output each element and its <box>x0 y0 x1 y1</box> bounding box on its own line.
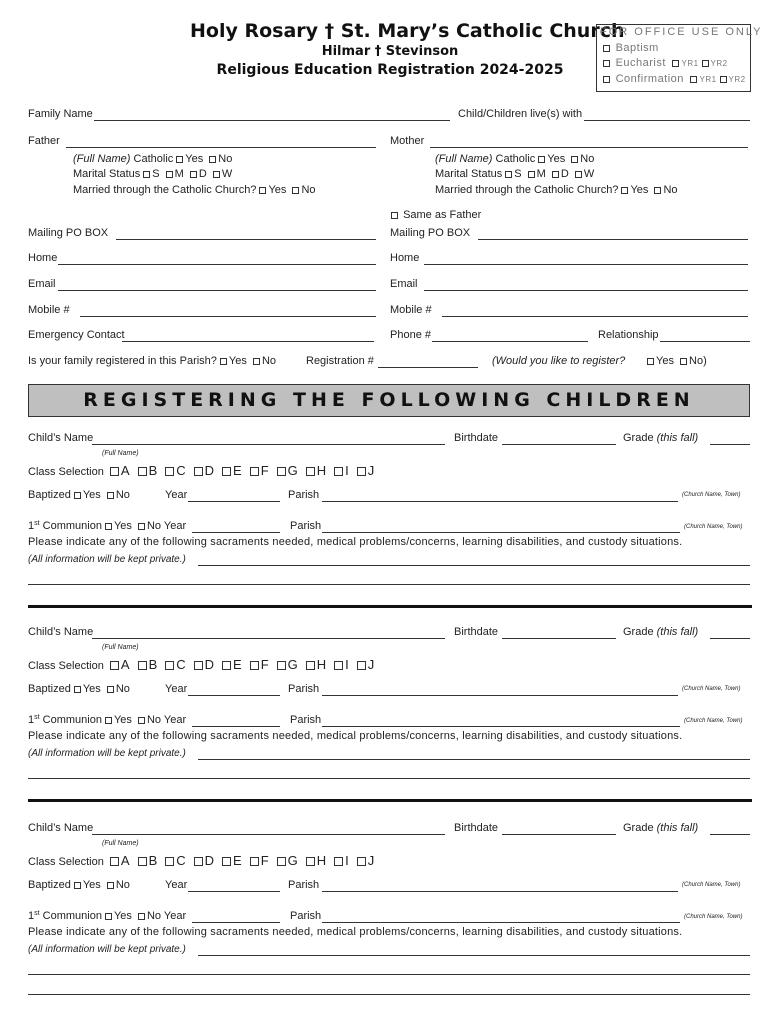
mother-marital-s: S <box>514 168 522 180</box>
father-home-field[interactable] <box>58 264 376 265</box>
child2-class-d-checkbox[interactable] <box>194 661 203 670</box>
father-catholic-no: No <box>218 153 233 165</box>
child1-class-f-checkbox[interactable] <box>250 467 259 476</box>
child2-name-field[interactable] <box>92 638 445 639</box>
child1-communion-church-hint: (Church Name, Town) <box>684 524 743 530</box>
child1-class-i: I <box>345 463 349 478</box>
child2-private-note: (All information will be kept private.) <box>28 748 186 759</box>
mother-marital-d: D <box>560 168 569 180</box>
child3-communion-num: 1 <box>28 910 35 922</box>
child1-grade-hint: (this fall) <box>656 432 699 444</box>
child3-communion-year-label: Year <box>163 910 187 922</box>
child2-communion-yes: Yes <box>113 714 132 726</box>
child1-communion-no: No <box>146 520 162 532</box>
registered-no-checkbox[interactable] <box>253 358 260 365</box>
mother-married-yes-checkbox[interactable] <box>621 187 628 194</box>
family-name-field[interactable] <box>94 120 450 121</box>
eucharist-yr1: YR1 <box>681 59 699 68</box>
mother-full-name-hint: (Full Name) <box>435 153 493 165</box>
child2-class-e-checkbox[interactable] <box>222 661 231 670</box>
child1-class-a: A <box>120 463 130 478</box>
office-use-box <box>596 24 763 92</box>
child1-baptism-church-hint: (Church Name, Town) <box>682 492 741 498</box>
child2-class-j-checkbox[interactable] <box>357 661 366 670</box>
mother-catholic-yes: Yes <box>547 153 566 165</box>
children-banner: REGISTERING THE FOLLOWING CHILDREN <box>28 384 750 417</box>
child1-class-selection-label: Class Selection <box>28 466 104 478</box>
child2-baptized-label: Baptized <box>28 683 71 695</box>
emergency-label: Emergency Contact <box>28 329 125 341</box>
child1-communion-year-field[interactable] <box>192 532 280 533</box>
registered-no: No <box>261 355 276 367</box>
child2-class-c: C <box>176 657 186 672</box>
child2-communion-parish-label: Parish <box>290 714 322 726</box>
child1-communion-parish-field[interactable] <box>322 532 680 533</box>
mother-mailing-label: Mailing PO BOX <box>390 227 471 239</box>
child2-class-g: G <box>287 657 298 672</box>
child1-communion-sup: st <box>34 520 40 527</box>
eucharist-yr1-checkbox[interactable] <box>672 60 679 67</box>
child1-class-d-checkbox[interactable] <box>194 467 203 476</box>
father-married-no: No <box>301 184 316 196</box>
child1-class-h: H <box>316 463 327 478</box>
child1-class-e-checkbox[interactable] <box>222 467 231 476</box>
child3-baptized-yes: Yes <box>82 879 101 891</box>
child2-baptized-yes-checkbox[interactable] <box>74 686 81 693</box>
child3-class-selection-label: Class Selection <box>28 856 104 868</box>
child-separator <box>28 799 752 802</box>
registered-yes: Yes <box>228 355 247 367</box>
child2-birthdate-field[interactable] <box>502 638 616 639</box>
child2-birthdate-label: Birthdate <box>454 626 499 638</box>
child3-birthdate-field[interactable] <box>502 834 616 835</box>
mother-catholic-no: No <box>580 153 595 165</box>
mother-catholic-no-checkbox[interactable] <box>571 156 578 163</box>
would-register-no: No) <box>689 355 707 367</box>
child3-class-e: E <box>233 853 242 868</box>
mother-catholic-yes-checkbox[interactable] <box>538 156 545 163</box>
child1-class-b: B <box>148 463 158 478</box>
child3-class-j-checkbox[interactable] <box>357 857 366 866</box>
child2-class-f: F <box>260 657 269 672</box>
child1-communion-no-checkbox[interactable] <box>138 523 145 530</box>
child1-class-g: G <box>287 463 298 478</box>
father-catholic-label: Catholic <box>133 153 174 165</box>
child2-communion-no-checkbox[interactable] <box>138 717 145 724</box>
child2-communion-num: 1 <box>28 714 35 726</box>
father-marital-d: D <box>198 168 207 180</box>
child3-please-indicate: Please indicate any of the following sacraments needed, medical problems/concerns, learning disabilities, and custody situations. <box>28 926 683 938</box>
child2-baptized-no-checkbox[interactable] <box>107 686 114 693</box>
child1-private-note: (All information will be kept private.) <box>28 554 186 565</box>
father-marital-m: M <box>174 168 184 180</box>
child1-baptism-parish-label: Parish <box>288 489 320 501</box>
child2-communion-sup: st <box>34 714 40 721</box>
child1-class-b-checkbox[interactable] <box>138 467 147 476</box>
child2-communion-church-hint: (Church Name, Town) <box>684 718 743 724</box>
child3-baptized-no-checkbox[interactable] <box>107 882 114 889</box>
confirmation-yr1: YR1 <box>699 75 717 84</box>
baptism-checkbox[interactable] <box>603 45 610 52</box>
mother-catholic-label: Catholic <box>495 153 536 165</box>
child1-name-field[interactable] <box>92 444 445 445</box>
confirmation-checkbox[interactable] <box>603 76 610 83</box>
child2-baptism-church-hint: (Church Name, Town) <box>682 686 741 692</box>
child2-class-e: E <box>233 657 242 672</box>
would-register-no-checkbox[interactable] <box>680 358 687 365</box>
child1-name-label: Child’s Name <box>28 432 94 444</box>
child1-baptized-label: Baptized <box>28 489 71 501</box>
child1-baptism-parish-field[interactable] <box>322 501 678 502</box>
child1-class-c-checkbox[interactable] <box>165 467 174 476</box>
child3-baptized-no: No <box>115 879 130 891</box>
child2-class-a: A <box>120 657 130 672</box>
father-married-yes: Yes <box>268 184 287 196</box>
child1-class-j-checkbox[interactable] <box>357 467 366 476</box>
child3-name-field[interactable] <box>92 834 445 835</box>
child2-communion-yes-checkbox[interactable] <box>105 717 112 724</box>
father-catholic-yes-checkbox[interactable] <box>176 156 183 163</box>
child3-class-d: D <box>204 853 215 868</box>
mother-married-yes: Yes <box>630 184 649 196</box>
child3-communion-parish-label: Parish <box>290 910 322 922</box>
child1-baptized-yes: Yes <box>82 489 101 501</box>
child2-baptized-no: No <box>115 683 130 695</box>
child3-communion-yes: Yes <box>113 910 132 922</box>
confirmation-yr2-checkbox[interactable] <box>720 76 727 83</box>
child3-class-i-checkbox[interactable] <box>334 857 343 866</box>
form-title: Religious Education Registration 2024-2025 <box>216 62 564 78</box>
child1-communion-num: 1 <box>28 520 35 532</box>
mother-marital-w: W <box>583 168 595 180</box>
mother-label: Mother <box>390 135 425 147</box>
child3-full-name-hint: (Full Name) <box>102 840 139 847</box>
child1-class-e: E <box>233 463 242 478</box>
child3-baptized-label: Baptized <box>28 879 71 891</box>
child1-baptism-year-label: Year <box>165 489 188 501</box>
church-title: Holy Rosary † St. Mary’s Catholic Church <box>190 20 625 42</box>
child2-grade-hint: (this fall) <box>656 626 699 638</box>
father-married-yes-checkbox[interactable] <box>259 187 266 194</box>
mother-married-no-checkbox[interactable] <box>654 187 661 194</box>
child3-communion-no: No <box>146 910 162 922</box>
father-field[interactable] <box>66 147 376 148</box>
child3-class-c-checkbox[interactable] <box>165 857 174 866</box>
father-marital-w: W <box>221 168 233 180</box>
child2-class-d: D <box>204 657 215 672</box>
mother-marital-s-checkbox[interactable] <box>505 171 512 178</box>
child2-baptism-parish-label: Parish <box>288 683 320 695</box>
mother-married-church-label: Married through the Catholic Church? <box>435 184 619 196</box>
child2-baptism-parish-field[interactable] <box>322 695 678 696</box>
child1-full-name-hint: (Full Name) <box>102 450 139 457</box>
family-name-label: Family Name <box>28 108 93 120</box>
child2-baptized-yes: Yes <box>82 683 101 695</box>
office-heading: FOR OFFICE USE ONLY <box>600 26 763 38</box>
child3-class-f: F <box>260 853 269 868</box>
relationship-field[interactable] <box>660 341 750 342</box>
mother-mobile-field[interactable] <box>442 316 748 317</box>
father-married-church-label: Married through the Catholic Church? <box>73 184 257 196</box>
child3-grade-field[interactable] <box>710 834 750 835</box>
mother-married-no: No <box>663 184 678 196</box>
confirmation-yr2: YR2 <box>728 75 746 84</box>
phone-label: Phone # <box>390 329 431 341</box>
child3-baptized-yes-checkbox[interactable] <box>74 882 81 889</box>
child3-class-i: I <box>345 853 349 868</box>
child3-notes-field-3[interactable] <box>28 994 750 995</box>
father-mobile-field[interactable] <box>80 316 376 317</box>
confirmation-yr1-checkbox[interactable] <box>690 76 697 83</box>
child3-class-e-checkbox[interactable] <box>222 857 231 866</box>
office-eucharist: Eucharist <box>615 57 666 69</box>
father-mailing-label: Mailing PO BOX <box>28 227 109 239</box>
office-baptism: Baptism <box>615 42 659 54</box>
child1-please-indicate: Please indicate any of the following sacraments needed, medical problems/concerns, learning disabilities, and custody situations. <box>28 536 683 548</box>
child3-communion-church-hint: (Church Name, Town) <box>684 914 743 920</box>
child1-baptized-yes-checkbox[interactable] <box>74 492 81 499</box>
child2-grade-label: Grade <box>623 626 654 638</box>
child2-communion-label: Communion <box>42 714 102 726</box>
child1-communion-label: Communion <box>42 520 102 532</box>
registration-no-field[interactable] <box>378 367 478 368</box>
father-marital-d-checkbox[interactable] <box>190 171 197 178</box>
child1-communion-parish-label: Parish <box>290 520 322 532</box>
father-marital-s-checkbox[interactable] <box>143 171 150 178</box>
child3-private-note: (All information will be kept private.) <box>28 944 186 955</box>
father-marital-m-checkbox[interactable] <box>166 171 173 178</box>
eucharist-checkbox[interactable] <box>603 60 610 67</box>
father-label: Father <box>28 135 60 147</box>
child3-class-h: H <box>316 853 327 868</box>
phone-field[interactable] <box>432 341 588 342</box>
child3-class-b-checkbox[interactable] <box>138 857 147 866</box>
mother-email-label: Email <box>390 278 418 290</box>
father-mobile-label: Mobile # <box>28 304 70 316</box>
father-married-no-checkbox[interactable] <box>292 187 299 194</box>
registered-question: Is your family registered in this Parish? <box>28 355 217 367</box>
child2-class-i-checkbox[interactable] <box>334 661 343 670</box>
child3-class-b: B <box>148 853 158 868</box>
child3-baptism-year-label: Year <box>165 879 188 891</box>
child1-class-j: J <box>367 463 375 478</box>
child1-baptized-no: No <box>115 489 130 501</box>
mother-mobile-label: Mobile # <box>390 304 432 316</box>
child3-grade-hint: (this fall) <box>656 822 699 834</box>
child2-communion-no: No <box>146 714 162 726</box>
child2-notes-field-2[interactable] <box>28 778 750 779</box>
child2-name-label: Child’s Name <box>28 626 94 638</box>
child2-class-selection-label: Class Selection <box>28 660 104 672</box>
child1-birthdate-label: Birthdate <box>454 432 499 444</box>
child1-grade-label: Grade <box>623 432 654 444</box>
child2-class-b-checkbox[interactable] <box>138 661 147 670</box>
child3-baptism-parish-field[interactable] <box>322 891 678 892</box>
child3-baptism-parish-label: Parish <box>288 879 320 891</box>
eucharist-yr2: YR2 <box>710 59 728 68</box>
mother-marital-m: M <box>536 168 546 180</box>
relationship-label: Relationship <box>598 329 659 341</box>
child3-class-f-checkbox[interactable] <box>250 857 259 866</box>
would-register-label: (Would you like to register? <box>492 355 626 367</box>
mother-marital-label: Marital Status <box>435 168 503 180</box>
child1-birthdate-field[interactable] <box>502 444 616 445</box>
child3-class-c: C <box>176 853 186 868</box>
father-catholic-yes: Yes <box>185 153 204 165</box>
child3-communion-label: Communion <box>42 910 102 922</box>
child2-full-name-hint: (Full Name) <box>102 644 139 651</box>
mother-marital-d-checkbox[interactable] <box>552 171 559 178</box>
eucharist-yr2-checkbox[interactable] <box>702 60 709 67</box>
child2-baptism-year-field[interactable] <box>188 695 280 696</box>
child3-communion-yes-checkbox[interactable] <box>105 913 112 920</box>
child1-class-f: F <box>260 463 269 478</box>
would-register-yes-checkbox[interactable] <box>647 358 654 365</box>
child2-class-f-checkbox[interactable] <box>250 661 259 670</box>
mother-marital-m-checkbox[interactable] <box>528 171 535 178</box>
child2-class-a-checkbox[interactable] <box>110 661 119 670</box>
child2-class-b: B <box>148 657 158 672</box>
child3-notes-field-2[interactable] <box>28 974 750 975</box>
child2-class-i: I <box>345 657 349 672</box>
child3-communion-parish-field[interactable] <box>322 922 680 923</box>
child3-class-d-checkbox[interactable] <box>194 857 203 866</box>
child-separator <box>28 605 752 608</box>
child3-class-h-checkbox[interactable] <box>306 857 315 866</box>
child1-notes-field-1[interactable] <box>198 565 750 566</box>
child1-class-h-checkbox[interactable] <box>306 467 315 476</box>
child2-grade-field[interactable] <box>710 638 750 639</box>
child3-baptism-church-hint: (Church Name, Town) <box>682 882 741 888</box>
mother-mailing-field[interactable] <box>478 239 748 240</box>
child1-class-g-checkbox[interactable] <box>277 467 286 476</box>
child3-class-j: J <box>367 853 375 868</box>
child2-class-h: H <box>316 657 327 672</box>
mother-email-field[interactable] <box>424 290 748 291</box>
child2-please-indicate: Please indicate any of the following sacraments needed, medical problems/concerns, learning disabilities, and custody situations. <box>28 730 683 742</box>
child3-notes-field-1[interactable] <box>198 955 750 956</box>
same-as-father-label: Same as Father <box>403 209 482 221</box>
mother-marital-w-checkbox[interactable] <box>575 171 582 178</box>
child3-birthdate-label: Birthdate <box>454 822 499 834</box>
emergency-field[interactable] <box>122 341 374 342</box>
child1-class-i-checkbox[interactable] <box>334 467 343 476</box>
father-marital-label: Marital Status <box>73 168 141 180</box>
child1-baptized-no-checkbox[interactable] <box>107 492 114 499</box>
would-register-yes: Yes <box>656 355 674 367</box>
child2-class-c-checkbox[interactable] <box>165 661 174 670</box>
child3-baptism-year-field[interactable] <box>188 891 280 892</box>
child3-class-a-checkbox[interactable] <box>110 857 119 866</box>
father-catholic-no-checkbox[interactable] <box>209 156 216 163</box>
mother-home-label: Home <box>390 252 420 264</box>
father-mailing-field[interactable] <box>116 239 376 240</box>
child1-class-d: D <box>204 463 215 478</box>
child2-class-g-checkbox[interactable] <box>277 661 286 670</box>
child3-grade-label: Grade <box>623 822 654 834</box>
child1-communion-yes-checkbox[interactable] <box>105 523 112 530</box>
father-marital-s: S <box>152 168 160 180</box>
child2-baptism-year-label: Year <box>165 683 188 695</box>
church-subtitle: Hilmar † Stevinson <box>321 44 459 59</box>
child1-notes-field-2[interactable] <box>28 584 750 585</box>
child3-name-label: Child’s Name <box>28 822 94 834</box>
child2-communion-year-label: Year <box>163 714 187 726</box>
father-marital-w-checkbox[interactable] <box>213 171 220 178</box>
child2-class-h-checkbox[interactable] <box>306 661 315 670</box>
child1-communion-year-label: Year <box>163 520 187 532</box>
registration-no-label: Registration # <box>306 355 374 367</box>
child2-class-j: J <box>367 657 375 672</box>
same-as-father-checkbox[interactable] <box>391 212 398 219</box>
child1-baptism-year-field[interactable] <box>188 501 280 502</box>
father-full-name-hint: (Full Name) <box>73 153 131 165</box>
mother-home-field[interactable] <box>424 264 748 265</box>
father-home-label: Home <box>28 252 58 264</box>
children-live-with-field[interactable] <box>584 120 750 121</box>
child1-class-c: C <box>176 463 186 478</box>
child3-class-g-checkbox[interactable] <box>277 857 286 866</box>
registered-yes-checkbox[interactable] <box>220 358 227 365</box>
father-email-field[interactable] <box>58 290 376 291</box>
office-confirmation: Confirmation <box>615 73 684 85</box>
child2-communion-year-field[interactable] <box>192 726 280 727</box>
child3-communion-sup: st <box>34 910 40 917</box>
mother-field[interactable] <box>430 147 748 148</box>
child3-class-a: A <box>120 853 130 868</box>
child1-grade-field[interactable] <box>710 444 750 445</box>
child3-communion-year-field[interactable] <box>192 922 280 923</box>
child1-communion-yes: Yes <box>113 520 132 532</box>
child2-notes-field-1[interactable] <box>198 759 750 760</box>
child2-communion-parish-field[interactable] <box>322 726 680 727</box>
child3-communion-no-checkbox[interactable] <box>138 913 145 920</box>
father-email-label: Email <box>28 278 56 290</box>
child1-class-a-checkbox[interactable] <box>110 467 119 476</box>
child3-class-g: G <box>287 853 298 868</box>
children-live-with-label: Child/Children live(s) with <box>458 108 583 120</box>
